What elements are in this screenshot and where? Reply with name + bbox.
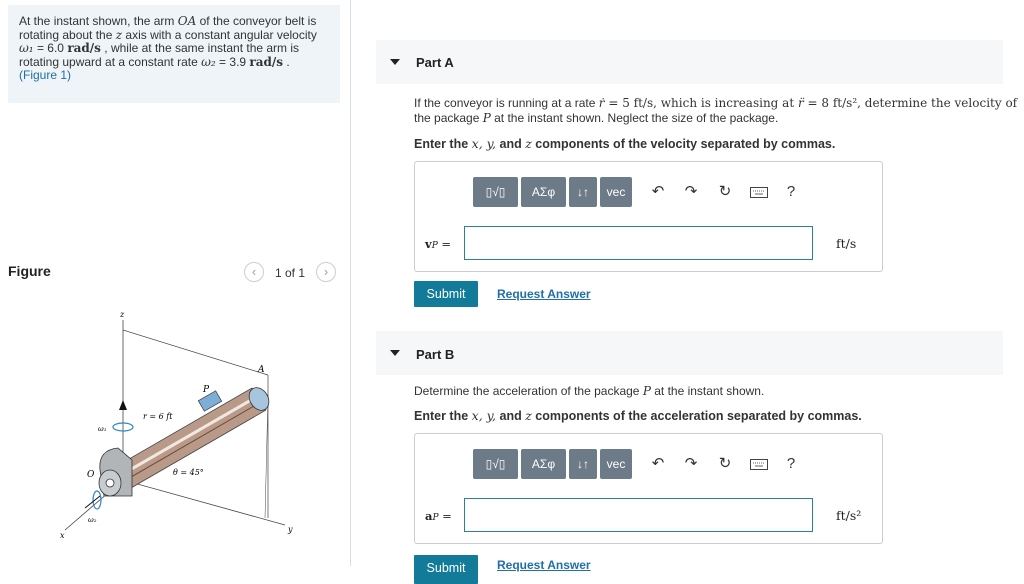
figure-link[interactable]: (Figure 1) <box>19 68 72 82</box>
collapse-caret-icon[interactable] <box>390 59 400 65</box>
help-icon[interactable]: ? <box>786 183 796 200</box>
ap-label: aP = <box>425 509 452 523</box>
greek-button[interactable]: ΑΣφ <box>521 449 566 479</box>
help-icon[interactable]: ? <box>786 455 796 472</box>
label-r: r = 6 ft <box>143 412 173 421</box>
keyboard-icon[interactable] <box>747 177 771 207</box>
part-b-answer-box <box>414 433 883 544</box>
arrows-button[interactable]: ↓↑ <box>569 449 597 479</box>
part-a-answer-box <box>414 161 883 272</box>
conveyor-figure <box>40 300 310 550</box>
panel-divider <box>350 0 351 566</box>
figure-title: Figure <box>8 263 51 279</box>
label-x: x <box>60 531 65 540</box>
part-a-instructions: Enter the x, y, and z components of the velocity separated by commas. <box>414 136 836 151</box>
keyboard-icon[interactable] <box>747 449 771 479</box>
vp-unit: ft/s <box>836 236 857 251</box>
prev-figure-button[interactable] <box>244 262 264 282</box>
part-b-submit-button[interactable]: Submit <box>414 555 478 584</box>
arrows-button[interactable]: ↓↑ <box>569 177 597 207</box>
vec-button[interactable]: vec <box>600 177 632 207</box>
ap-input[interactable] <box>464 498 813 532</box>
y-axis <box>123 480 285 525</box>
problem-statement: At the instant shown, the arm OA of the conveyor belt is rotating about the z axis with a constant angular velocity ω₁ = 6.0 rad/s , while at the same instant the arm is rotating upward at a constant rate ω₂ = 3.9 rad/s . (Figure 1) <box>8 5 340 103</box>
part-b-instructions: Enter the x, y, and z components of the acceleration separated by commas. <box>414 408 862 423</box>
vp-input[interactable] <box>464 226 813 260</box>
redo-icon[interactable]: ↷ <box>684 183 698 200</box>
reset-icon[interactable]: ↻ <box>718 183 732 200</box>
ap-unit: ft/s² <box>836 508 862 523</box>
label-y: y <box>288 525 293 534</box>
vp-label: vP = <box>425 237 452 251</box>
undo-icon[interactable]: ↶ <box>651 183 665 200</box>
figure-pager: 1 of 1 <box>275 266 306 280</box>
part-a-request-answer-link[interactable]: Request Answer <box>497 287 591 301</box>
part-b-request-answer-link[interactable]: Request Answer <box>497 558 591 572</box>
chevron-right-icon: › <box>323 264 329 279</box>
templates-button[interactable]: ▯√▯ <box>473 177 518 207</box>
label-A: A <box>258 365 265 375</box>
left-panel <box>0 0 350 584</box>
part-b-question: Determine the acceleration of the package P at the instant shown. <box>414 384 765 398</box>
templates-button[interactable]: ▯√▯ <box>473 449 518 479</box>
label-theta: θ = 45° <box>173 468 204 477</box>
part-b-title: Part B <box>416 347 455 362</box>
part-b-header[interactable] <box>376 331 1003 375</box>
greek-button[interactable]: ΑΣφ <box>521 177 566 207</box>
label-w1: ω₁ <box>98 425 107 433</box>
part-a-title: Part A <box>416 55 454 70</box>
chevron-left-icon: ‹ <box>251 264 257 279</box>
collapse-caret-icon[interactable] <box>390 350 400 356</box>
next-figure-button[interactable] <box>316 262 336 282</box>
label-w2: ω₂ <box>88 516 97 524</box>
arm-symbol: OA <box>177 14 197 28</box>
label-O: O <box>87 470 95 480</box>
label-P: P <box>203 385 210 395</box>
reset-icon[interactable]: ↻ <box>718 455 732 472</box>
label-z: z <box>120 310 125 319</box>
part-a-header[interactable] <box>376 40 1003 84</box>
part-a-submit-button[interactable]: Submit <box>414 281 478 307</box>
redo-icon[interactable]: ↷ <box>684 455 698 472</box>
part-a-question: If the conveyor is running at a rate ṙ = 5 ft/s, which is increasing at r̈ = 8 ft/s², determine the velocity of the package P at the instant shown. Neglect the size of the package. <box>414 96 1018 125</box>
vec-button[interactable]: vec <box>600 449 632 479</box>
undo-icon[interactable]: ↶ <box>651 455 665 472</box>
